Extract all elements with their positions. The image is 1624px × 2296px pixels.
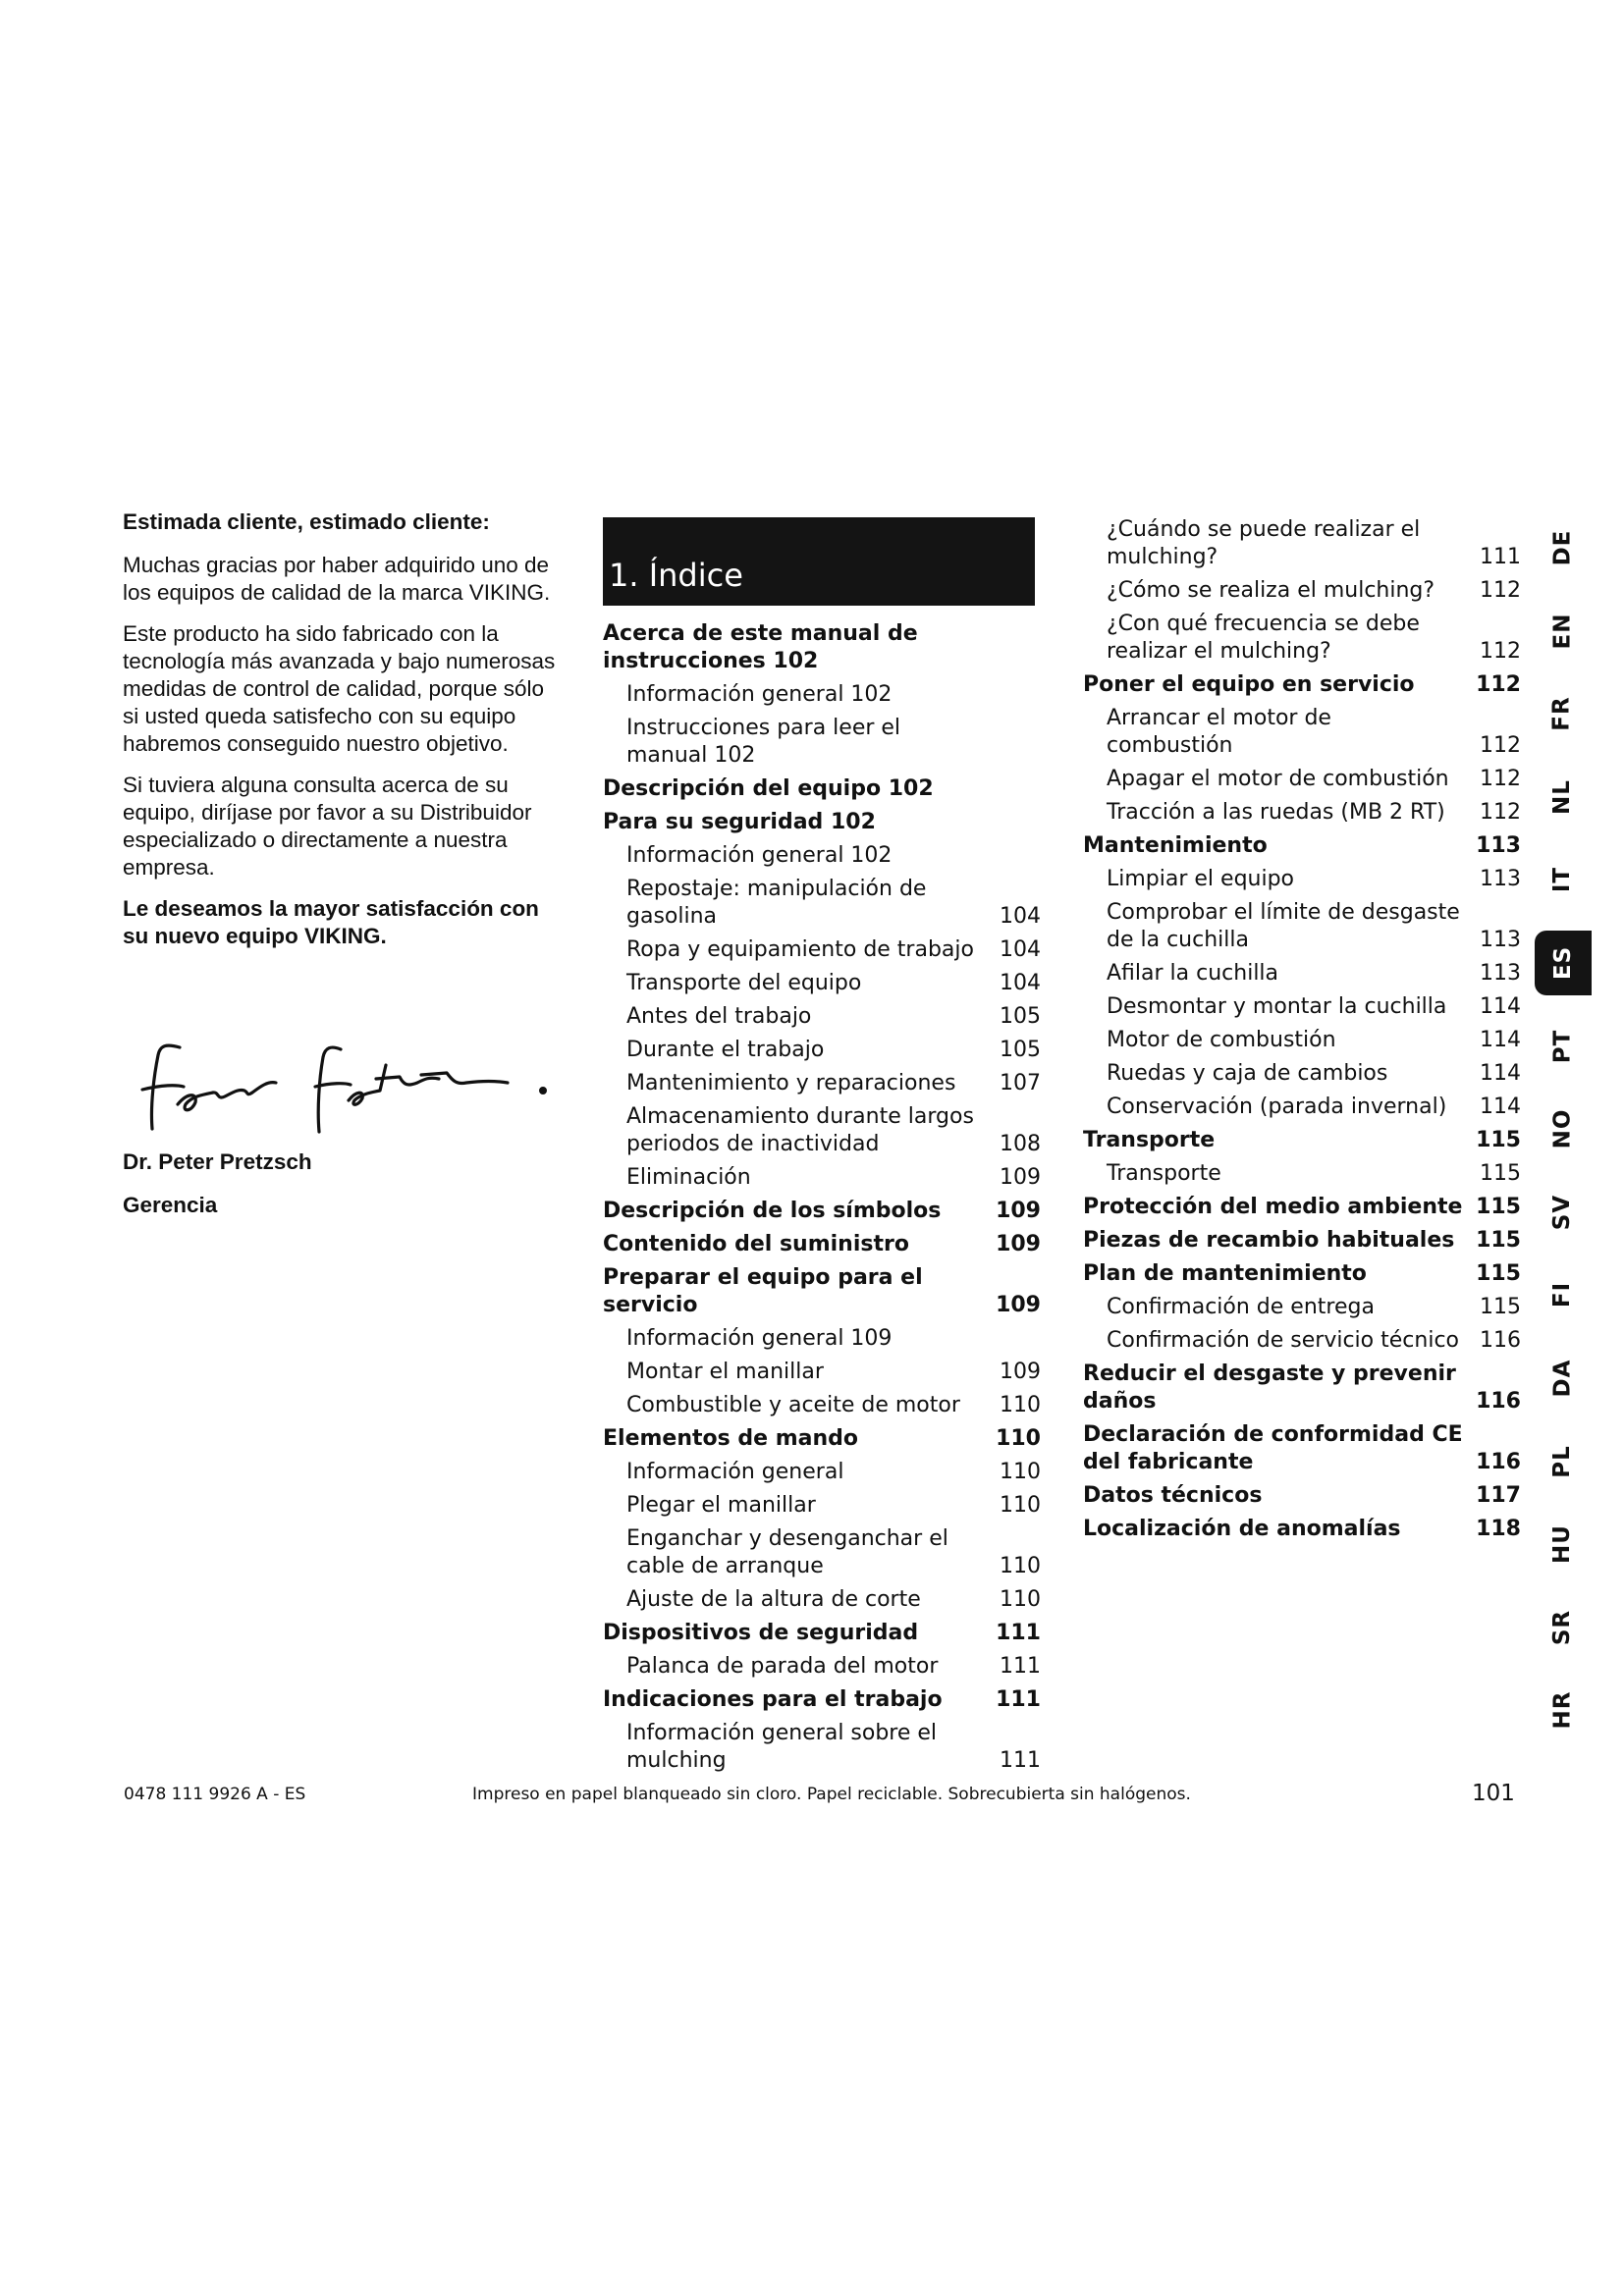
toc-entry-page: 110 bbox=[1000, 1554, 1041, 1578]
language-tabs bbox=[1533, 515, 1592, 1762]
toc-entry-page: 114 bbox=[1480, 1061, 1521, 1086]
toc-section[interactable] bbox=[603, 1425, 1041, 1453]
language-tab-label: HU bbox=[1549, 1524, 1575, 1565]
toc-entry-page: 113 bbox=[1480, 867, 1521, 891]
toc-entry-title: Apagar el motor de combustión bbox=[1107, 767, 1449, 791]
toc-section[interactable] bbox=[1083, 1421, 1521, 1476]
toc-subsection[interactable] bbox=[603, 1164, 1041, 1192]
language-tab-label: ES bbox=[1550, 945, 1576, 981]
toc-section[interactable] bbox=[1083, 1260, 1521, 1288]
language-tab-it[interactable] bbox=[1533, 847, 1592, 912]
toc-entry-title: Repostaje: manipulación de gasolina bbox=[626, 877, 927, 929]
signer-role: Gerencia bbox=[123, 1193, 218, 1217]
toc-entry-title: Transporte bbox=[1107, 1161, 1221, 1186]
toc-entry-page: 116 bbox=[1476, 1450, 1521, 1474]
toc-entry-page: 110 bbox=[996, 1426, 1041, 1451]
toc-entry-title: Poner el equipo en servicio bbox=[1083, 672, 1415, 697]
toc-entry-page: 110 bbox=[1000, 1587, 1041, 1612]
toc-subsection[interactable] bbox=[603, 1325, 1041, 1353]
toc-entry-title: Motor de combustión bbox=[1107, 1028, 1336, 1052]
toc-entry-title: Descripción del equipo 102 bbox=[603, 776, 934, 801]
language-tab-label: SR bbox=[1549, 1609, 1575, 1645]
toc-section[interactable] bbox=[603, 1686, 1041, 1714]
toc-subsection[interactable] bbox=[603, 715, 1041, 770]
toc-entry-page: 112 bbox=[1480, 800, 1521, 825]
toc-subsection[interactable] bbox=[603, 1392, 1041, 1419]
letter-paragraph: Este producto ha sido fabricado con la tecnología más avanzada y bajo numerosas medidas de control de calidad, porque sólo si usted queda satisfecho con su equipo habremos conseguido nuestro objetivo. bbox=[123, 621, 556, 756]
toc-subsection[interactable] bbox=[603, 1359, 1041, 1386]
toc-entry-page: 115 bbox=[1476, 1195, 1521, 1219]
toc-entry-page: 115 bbox=[1476, 1261, 1521, 1286]
toc-entry-page: 104 bbox=[1000, 904, 1041, 929]
language-tab-sr[interactable] bbox=[1533, 1595, 1592, 1660]
language-tab-label: NO bbox=[1549, 1108, 1575, 1149]
toc-subsection[interactable] bbox=[603, 876, 1041, 931]
page-number: 101 bbox=[1472, 1781, 1515, 1806]
toc-subsection[interactable] bbox=[1083, 993, 1521, 1021]
toc-entry-title: ¿Con qué frecuencia se debe realizar el mulching? bbox=[1107, 612, 1420, 664]
language-tab-hu[interactable] bbox=[1533, 1512, 1592, 1576]
toc-entry-page: 118 bbox=[1476, 1517, 1521, 1541]
toc-entry-title: Ruedas y caja de cambios bbox=[1107, 1061, 1388, 1086]
letter-paragraph: Muchas gracias por haber adquirido uno de los equipos de calidad de la marca VIKING. bbox=[123, 553, 551, 605]
toc-section[interactable] bbox=[1083, 1194, 1521, 1221]
language-tab-label: IT bbox=[1549, 867, 1575, 893]
toc-entry-title: Limpiar el equipo bbox=[1107, 867, 1295, 891]
toc-subsection[interactable] bbox=[1083, 960, 1521, 988]
toc-section[interactable] bbox=[1083, 671, 1521, 699]
language-tab-pt[interactable] bbox=[1533, 1014, 1592, 1079]
toc-subsection[interactable] bbox=[603, 1492, 1041, 1520]
language-tab-label: HR bbox=[1549, 1690, 1575, 1730]
language-tab-label: DA bbox=[1549, 1359, 1575, 1398]
toc-subsection[interactable] bbox=[1083, 1060, 1521, 1088]
toc-entry-title: Desmontar y montar la cuchilla bbox=[1107, 994, 1447, 1019]
toc-entry-title: Dispositivos de seguridad bbox=[603, 1621, 919, 1645]
toc-entry-page: 104 bbox=[1000, 937, 1041, 962]
toc-subsection[interactable] bbox=[1083, 1027, 1521, 1054]
letter-closing: Le deseamos la mayor satisfacción con su nuevo equipo VIKING. bbox=[123, 896, 539, 948]
language-tab-da[interactable] bbox=[1533, 1346, 1592, 1411]
toc-entry-title: Transporte del equipo bbox=[626, 971, 862, 995]
toc-entry-title: Indicaciones para el trabajo bbox=[603, 1687, 943, 1712]
toc-entry-title: Comprobar el límite de desgaste de la cuchilla bbox=[1107, 900, 1460, 952]
toc-section[interactable] bbox=[603, 1620, 1041, 1647]
toc-entry-title: Instrucciones para leer el manual 102 bbox=[626, 716, 901, 768]
toc-entry-title: Transporte bbox=[1083, 1128, 1216, 1152]
toc-subsection[interactable] bbox=[603, 936, 1041, 964]
toc-entry-page: 113 bbox=[1480, 961, 1521, 986]
letter-paragraph: Si tuviera alguna consulta acerca de su equipo, diríjase por favor a su Distribuidor especializado o directamente a nuestra empresa. bbox=[123, 773, 532, 880]
language-tab-label: DE bbox=[1549, 529, 1575, 566]
toc-entry-page: 105 bbox=[1000, 1038, 1041, 1062]
toc-entry-title: Durante el trabajo bbox=[626, 1038, 825, 1062]
toc-entry-title: Información general sobre el mulching bbox=[626, 1721, 938, 1773]
toc-entry-page: 112 bbox=[1480, 639, 1521, 664]
toc-entry-title: Descripción de los símbolos bbox=[603, 1199, 942, 1223]
toc-heading-box bbox=[603, 517, 1035, 606]
language-tab-label: NL bbox=[1549, 778, 1575, 815]
toc-entry-title: Confirmación de servicio técnico bbox=[1107, 1328, 1459, 1353]
toc-entry-page: 113 bbox=[1480, 928, 1521, 952]
toc-entry-title: Preparar el equipo para el servicio bbox=[603, 1265, 923, 1317]
toc-entry-page: 109 bbox=[1000, 1165, 1041, 1190]
toc-entry-title: Plan de mantenimiento bbox=[1083, 1261, 1367, 1286]
toc-entry-title: Combustible y aceite de motor bbox=[626, 1393, 960, 1417]
toc-section[interactable] bbox=[1083, 1227, 1521, 1255]
toc-entry-title: Almacenamiento durante largos periodos de inactividad bbox=[626, 1104, 974, 1156]
toc-section[interactable] bbox=[603, 775, 1041, 803]
toc-section[interactable] bbox=[1083, 1127, 1521, 1154]
toc-entry-title: Piezas de recambio habituales bbox=[1083, 1228, 1455, 1253]
toc-entry-title: Protección del medio ambiente bbox=[1083, 1195, 1463, 1219]
toc-section[interactable] bbox=[603, 1231, 1041, 1258]
toc-subsection[interactable] bbox=[1083, 866, 1521, 893]
toc-entry-title: Ajuste de la altura de corte bbox=[626, 1587, 921, 1612]
toc-entry-title: Información general 109 bbox=[626, 1326, 893, 1351]
toc-entry-title: Mantenimiento y reparaciones bbox=[626, 1071, 956, 1095]
toc-subsection[interactable] bbox=[603, 1003, 1041, 1031]
toc-entry-title: Montar el manillar bbox=[626, 1360, 824, 1384]
toc-entry-page: 110 bbox=[1000, 1460, 1041, 1484]
language-tab-label: FI bbox=[1549, 1282, 1575, 1308]
language-tab-label: PT bbox=[1548, 1029, 1575, 1063]
toc-entry-page: 112 bbox=[1480, 733, 1521, 758]
toc-entry-page: 113 bbox=[1476, 833, 1521, 858]
toc-entry-page: 109 bbox=[996, 1293, 1041, 1317]
toc-column-1 bbox=[603, 620, 1041, 1781]
language-tab-de[interactable] bbox=[1533, 515, 1592, 580]
language-tab-label: FR bbox=[1548, 696, 1575, 731]
toc-entry-title: Contenido del suministro bbox=[603, 1232, 909, 1256]
toc-section[interactable] bbox=[1083, 1361, 1521, 1415]
toc-entry-title: Información general bbox=[626, 1460, 844, 1484]
toc-entry-page: 109 bbox=[996, 1199, 1041, 1223]
toc-entry-page: 110 bbox=[1000, 1493, 1041, 1518]
toc-entry-title: Conservación (parada invernal) bbox=[1107, 1095, 1447, 1119]
toc-entry-page: 110 bbox=[1000, 1393, 1041, 1417]
language-tab-es[interactable] bbox=[1535, 931, 1592, 995]
toc-entry-title: Palanca de parada del motor bbox=[626, 1654, 939, 1679]
language-tab-hr[interactable] bbox=[1533, 1678, 1592, 1742]
toc-entry-title: Declaración de conformidad CE del fabricante bbox=[1083, 1422, 1463, 1474]
toc-section[interactable] bbox=[603, 1198, 1041, 1225]
toc-entry-title: Información general 102 bbox=[626, 843, 893, 868]
toc-entry-page: 114 bbox=[1480, 1095, 1521, 1119]
toc-entry-page: 116 bbox=[1476, 1389, 1521, 1414]
toc-heading: 1. Índice bbox=[609, 557, 743, 594]
toc-column-2 bbox=[1083, 516, 1521, 1549]
language-tab-label: PL bbox=[1548, 1444, 1575, 1478]
toc-entry-page: 107 bbox=[1000, 1071, 1041, 1095]
language-tab-sv[interactable] bbox=[1533, 1180, 1592, 1245]
toc-subsection[interactable] bbox=[1083, 1327, 1521, 1355]
language-tab-nl[interactable] bbox=[1533, 765, 1592, 829]
toc-entry-page: 112 bbox=[1480, 767, 1521, 791]
toc-subsection[interactable] bbox=[1083, 705, 1521, 760]
paper-note: Impreso en papel blanqueado sin cloro. Papel reciclable. Sobrecubierta sin halógenos. bbox=[472, 1785, 1191, 1804]
toc-entry-page: 111 bbox=[1000, 1748, 1041, 1773]
toc-section[interactable] bbox=[1083, 1482, 1521, 1510]
toc-entry-page: 109 bbox=[1000, 1360, 1041, 1384]
toc-section[interactable] bbox=[603, 1264, 1041, 1319]
toc-section[interactable] bbox=[1083, 1516, 1521, 1543]
toc-subsection[interactable] bbox=[1083, 1160, 1521, 1188]
toc-subsection[interactable] bbox=[1083, 799, 1521, 827]
toc-subsection[interactable] bbox=[603, 1037, 1041, 1064]
toc-entry-title: Reducir el desgaste y prevenir daños bbox=[1083, 1362, 1456, 1414]
toc-entry-page: 115 bbox=[1476, 1228, 1521, 1253]
signature-image bbox=[123, 1036, 574, 1144]
language-tab-fi[interactable] bbox=[1533, 1262, 1592, 1327]
toc-subsection[interactable] bbox=[1083, 766, 1521, 793]
toc-subsection[interactable] bbox=[603, 970, 1041, 997]
toc-subsection[interactable] bbox=[603, 1459, 1041, 1486]
toc-entry-title: Afilar la cuchilla bbox=[1107, 961, 1279, 986]
toc-entry-title: Para su seguridad 102 bbox=[603, 810, 876, 834]
toc-entry-title: Acerca de este manual de instrucciones 102 bbox=[603, 621, 918, 673]
toc-entry-title: ¿Cuándo se puede realizar el mulching? bbox=[1107, 517, 1421, 569]
toc-entry-title: Plegar el manillar bbox=[626, 1493, 816, 1518]
toc-subsection[interactable] bbox=[603, 1720, 1041, 1775]
toc-subsection[interactable] bbox=[1083, 899, 1521, 954]
toc-subsection[interactable] bbox=[603, 842, 1041, 870]
toc-entry-title: Eliminación bbox=[626, 1165, 751, 1190]
toc-section[interactable] bbox=[603, 809, 1041, 836]
toc-subsection[interactable] bbox=[1083, 611, 1521, 666]
toc-entry-title: Elementos de mando bbox=[603, 1426, 859, 1451]
toc-entry-page: 115 bbox=[1480, 1295, 1521, 1319]
language-tab-fr[interactable] bbox=[1533, 681, 1592, 746]
signer-name: Dr. Peter Pretzsch bbox=[123, 1149, 312, 1174]
toc-entry-page: 115 bbox=[1480, 1161, 1521, 1186]
toc-subsection[interactable] bbox=[1083, 1294, 1521, 1321]
toc-entry-page: 104 bbox=[1000, 971, 1041, 995]
language-tab-label: SV bbox=[1549, 1194, 1575, 1230]
toc-entry-page: 116 bbox=[1480, 1328, 1521, 1353]
toc-entry-page: 115 bbox=[1476, 1128, 1521, 1152]
toc-entry-page: 112 bbox=[1480, 578, 1521, 603]
toc-entry-title: Ropa y equipamiento de trabajo bbox=[626, 937, 974, 962]
language-tab-label: EN bbox=[1549, 613, 1575, 650]
toc-entry-page: 111 bbox=[1000, 1654, 1041, 1679]
toc-entry-page: 105 bbox=[1000, 1004, 1041, 1029]
toc-entry-title: Arrancar el motor de combustión bbox=[1107, 706, 1331, 758]
toc-entry-page: 109 bbox=[996, 1232, 1041, 1256]
toc-entry-title: Antes del trabajo bbox=[626, 1004, 812, 1029]
toc-entry-title: Enganchar y desenganchar el cable de arranque bbox=[626, 1526, 948, 1578]
toc-section[interactable] bbox=[603, 620, 1041, 675]
toc-entry-title: Localización de anomalías bbox=[1083, 1517, 1401, 1541]
toc-subsection[interactable] bbox=[1083, 577, 1521, 605]
toc-entry-title: Mantenimiento bbox=[1083, 833, 1268, 858]
language-tab-no[interactable] bbox=[1533, 1096, 1592, 1161]
toc-subsection[interactable] bbox=[603, 1653, 1041, 1681]
toc-entry-page: 111 bbox=[996, 1687, 1041, 1712]
toc-entry-title: Información general 102 bbox=[626, 682, 893, 707]
toc-subsection[interactable] bbox=[603, 681, 1041, 709]
toc-subsection[interactable] bbox=[1083, 516, 1521, 571]
toc-subsection[interactable] bbox=[1083, 1094, 1521, 1121]
toc-entry-page: 114 bbox=[1480, 1028, 1521, 1052]
letter-greeting: Estimada cliente, estimado cliente: bbox=[123, 509, 490, 534]
toc-entry-page: 111 bbox=[996, 1621, 1041, 1645]
toc-subsection[interactable] bbox=[603, 1525, 1041, 1580]
toc-entry-page: 117 bbox=[1476, 1483, 1521, 1508]
toc-subsection[interactable] bbox=[603, 1586, 1041, 1614]
toc-subsection[interactable] bbox=[603, 1070, 1041, 1097]
toc-entry-page: 114 bbox=[1480, 994, 1521, 1019]
toc-section[interactable] bbox=[1083, 832, 1521, 860]
language-tab-en[interactable] bbox=[1533, 599, 1592, 664]
toc-entry-page: 108 bbox=[1000, 1132, 1041, 1156]
toc-subsection[interactable] bbox=[603, 1103, 1041, 1158]
toc-entry-page: 111 bbox=[1480, 545, 1521, 569]
toc-entry-page: 112 bbox=[1476, 672, 1521, 697]
toc-entry-title: ¿Cómo se realiza el mulching? bbox=[1107, 578, 1435, 603]
toc-entry-title: Confirmación de entrega bbox=[1107, 1295, 1375, 1319]
welcome-letter bbox=[123, 508, 565, 964]
document-code: 0478 111 9926 A - ES bbox=[124, 1785, 306, 1804]
toc-entry-title: Tracción a las ruedas (MB 2 RT) bbox=[1107, 800, 1445, 825]
language-tab-pl[interactable] bbox=[1533, 1429, 1592, 1494]
toc-entry-title: Datos técnicos bbox=[1083, 1483, 1263, 1508]
